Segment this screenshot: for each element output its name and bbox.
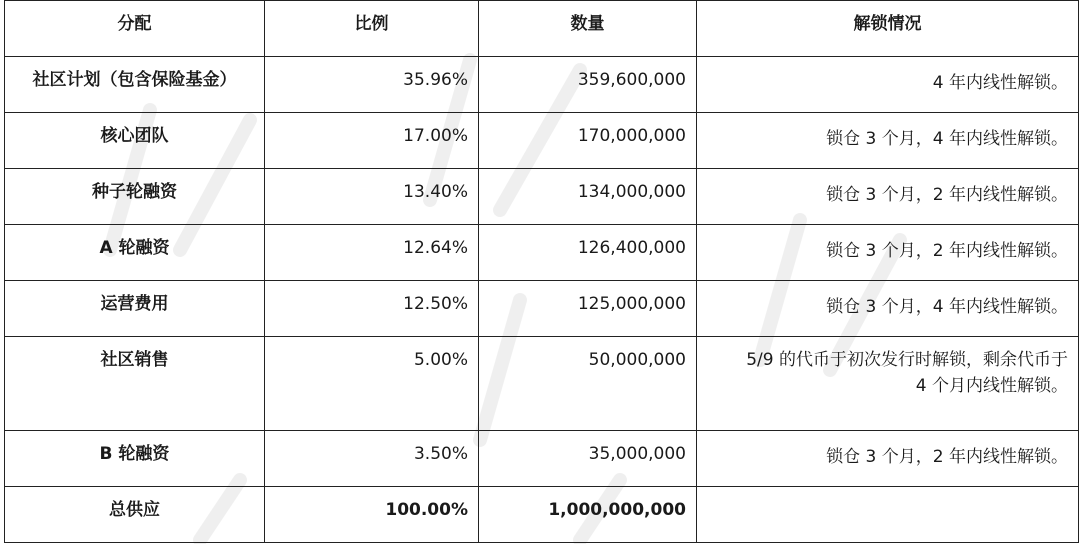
- row-unlock-line1: 5/9 的代币于初次发行时解锁，剩余代币于: [746, 350, 1068, 370]
- header-unlock: 解锁情况: [697, 1, 1079, 57]
- table-row: [5, 225, 1079, 281]
- total-name: 总供应: [5, 487, 265, 543]
- row-name: 运营费用: [5, 281, 265, 337]
- total-ratio: 100.00%: [265, 487, 479, 543]
- total-quantity: 1,000,000,000: [479, 487, 697, 543]
- table-row: [5, 169, 1079, 225]
- row-unlock: 4 年内线性解锁。: [697, 57, 1079, 113]
- table-header-row: [5, 1, 1079, 57]
- row-quantity: 134,000,000: [479, 169, 697, 225]
- header-quantity: 数量: [479, 1, 697, 57]
- table-row: [5, 431, 1079, 487]
- row-quantity: 35,000,000: [479, 431, 697, 487]
- row-unlock: 锁仓 3 个月，2 年内线性解锁。: [697, 225, 1079, 281]
- row-unlock: 锁仓 3 个月，2 年内线性解锁。: [697, 431, 1079, 487]
- header-ratio: 比例: [265, 1, 479, 57]
- row-ratio: 12.50%: [265, 281, 479, 337]
- row-unlock: [697, 337, 1079, 431]
- row-ratio: 13.40%: [265, 169, 479, 225]
- row-name: A 轮融资: [5, 225, 265, 281]
- row-unlock: 锁仓 3 个月，4 年内线性解锁。: [697, 281, 1079, 337]
- row-quantity: 50,000,000: [479, 337, 697, 431]
- row-unlock-line2: 4 个月内线性解锁。: [915, 376, 1068, 396]
- row-name: 社区销售: [5, 337, 265, 431]
- row-quantity: 359,600,000: [479, 57, 697, 113]
- row-quantity: 126,400,000: [479, 225, 697, 281]
- table-row: [5, 281, 1079, 337]
- row-unlock: 锁仓 3 个月，2 年内线性解锁。: [697, 169, 1079, 225]
- header-allocation: 分配: [5, 1, 265, 57]
- row-name: 社区计划（包含保险基金）: [5, 57, 265, 113]
- table-row: [5, 57, 1079, 113]
- row-ratio: 35.96%: [265, 57, 479, 113]
- row-name: 种子轮融资: [5, 169, 265, 225]
- total-unlock: [697, 487, 1079, 543]
- row-ratio: 17.00%: [265, 113, 479, 169]
- row-unlock: 锁仓 3 个月，4 年内线性解锁。: [697, 113, 1079, 169]
- row-name: 核心团队: [5, 113, 265, 169]
- token-allocation-table: [4, 0, 1079, 543]
- row-quantity: 170,000,000: [479, 113, 697, 169]
- table-row: [5, 337, 1079, 431]
- row-name: B 轮融资: [5, 431, 265, 487]
- row-ratio: 3.50%: [265, 431, 479, 487]
- row-quantity: 125,000,000: [479, 281, 697, 337]
- total-row: [5, 487, 1079, 543]
- row-ratio: 12.64%: [265, 225, 479, 281]
- row-ratio: 5.00%: [265, 337, 479, 431]
- table-row: [5, 113, 1079, 169]
